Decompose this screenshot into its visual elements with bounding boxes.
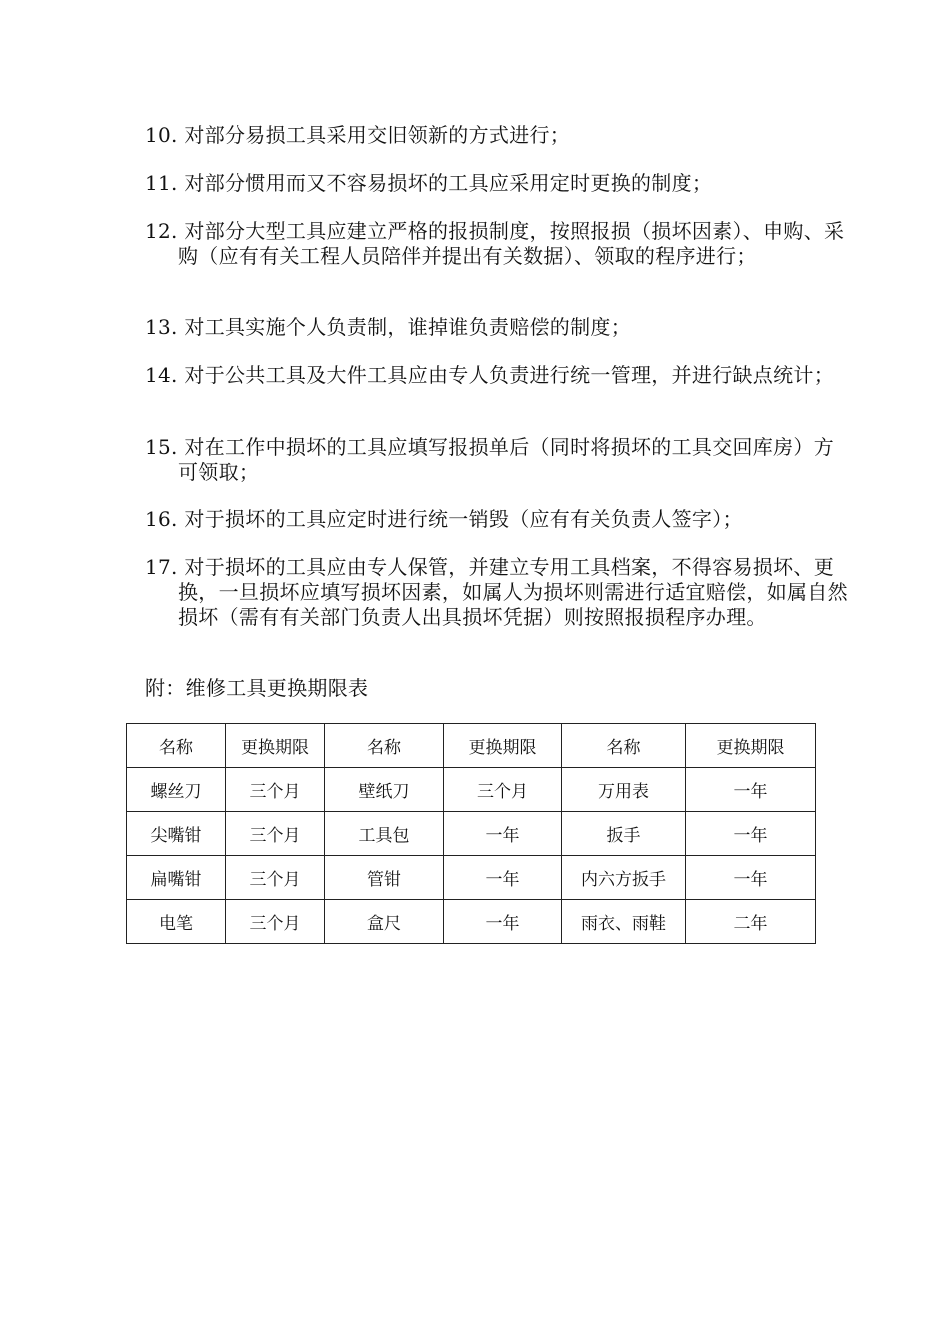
table-row (127, 768, 816, 812)
header-cell: 名称 (562, 724, 686, 768)
table-cell: 三个月 (226, 900, 325, 944)
item-text: 对于公共工具及大件工具应由专人负责进行统一管理，并进行缺点统计； (184, 363, 834, 387)
table-cell: 雨衣、雨鞋 (562, 900, 686, 944)
table-cell: 三个月 (226, 856, 325, 900)
table-row (127, 900, 816, 944)
table-cell: 螺丝刀 (127, 768, 226, 812)
table-cell: 电笔 (127, 900, 226, 944)
table-cell: 一年 (444, 812, 562, 856)
table-cell: 三个月 (444, 768, 562, 812)
table-cell: 三个月 (226, 768, 325, 812)
item-text: 对部分惯用而又不容易损坏的工具应采用定时更换的制度； (184, 171, 713, 195)
rule-item-13 (145, 315, 848, 340)
item-text: 对部分易损工具采用交旧领新的方式进行； (184, 123, 571, 147)
rule-item-12 (145, 219, 848, 269)
table-cell: 二年 (686, 900, 816, 944)
appendix-title: 附：维修工具更换期限表 (145, 676, 369, 700)
table-cell: 一年 (686, 768, 816, 812)
table-row (127, 812, 816, 856)
table-cell: 一年 (444, 900, 562, 944)
table-cell: 扳手 (562, 812, 686, 856)
tool-replacement-table (126, 723, 816, 944)
header-cell: 名称 (325, 724, 444, 768)
rule-item-10 (145, 123, 848, 148)
header-cell: 更换期限 (444, 724, 562, 768)
table-cell: 盒尺 (325, 900, 444, 944)
rule-item-14 (145, 363, 848, 388)
table-cell: 壁纸刀 (325, 768, 444, 812)
item-text: 对于损坏的工具应定时进行统一销毁（应有有关负责人签字）； (184, 507, 743, 531)
table-cell: 三个月 (226, 812, 325, 856)
table-cell: 一年 (686, 856, 816, 900)
table-cell: 万用表 (562, 768, 686, 812)
item-text: 对部分大型工具应建立严格的报损制度，按照报损（损坏因素）、申购、采购（应有有关工程人员陪伴并提出有关数据）、领取的程序进行； (178, 219, 845, 268)
header-cell: 更换期限 (226, 724, 325, 768)
item-number: 17. (145, 555, 178, 579)
rule-item-16 (145, 507, 848, 532)
header-cell: 更换期限 (686, 724, 816, 768)
item-text: 对在工作中损坏的工具应填写报损单后（同时将损坏的工具交回库房）方可领取； (178, 435, 834, 484)
item-number: 14. (145, 363, 178, 387)
item-text: 对于损坏的工具应由专人保管，并建立专用工具档案，不得容易损坏、更换，一旦损坏应填写损坏因素，如属人为损坏则需进行适宜赔偿，如属自然损坏（需有有关部门负责人出具损坏凭据）则按照报损程序办理。 (178, 555, 848, 629)
table-header-row (127, 724, 816, 768)
item-text: 对工具实施个人负责制，谁掉谁负责赔偿的制度； (184, 315, 631, 339)
table-row (127, 856, 816, 900)
item-number: 16. (145, 507, 178, 531)
rule-item-11 (145, 171, 848, 196)
table-cell: 工具包 (325, 812, 444, 856)
table-cell: 一年 (686, 812, 816, 856)
rule-item-17 (145, 555, 848, 630)
table-cell: 内六方扳手 (562, 856, 686, 900)
item-number: 13. (145, 315, 178, 339)
table-cell: 一年 (444, 856, 562, 900)
item-number: 12. (145, 219, 178, 243)
table-cell: 尖嘴钳 (127, 812, 226, 856)
item-number: 11. (145, 171, 178, 195)
item-number: 10. (145, 123, 178, 147)
header-cell: 名称 (127, 724, 226, 768)
rule-item-15 (145, 435, 848, 485)
table-cell: 管钳 (325, 856, 444, 900)
table-cell: 扁嘴钳 (127, 856, 226, 900)
item-number: 15. (145, 435, 178, 459)
